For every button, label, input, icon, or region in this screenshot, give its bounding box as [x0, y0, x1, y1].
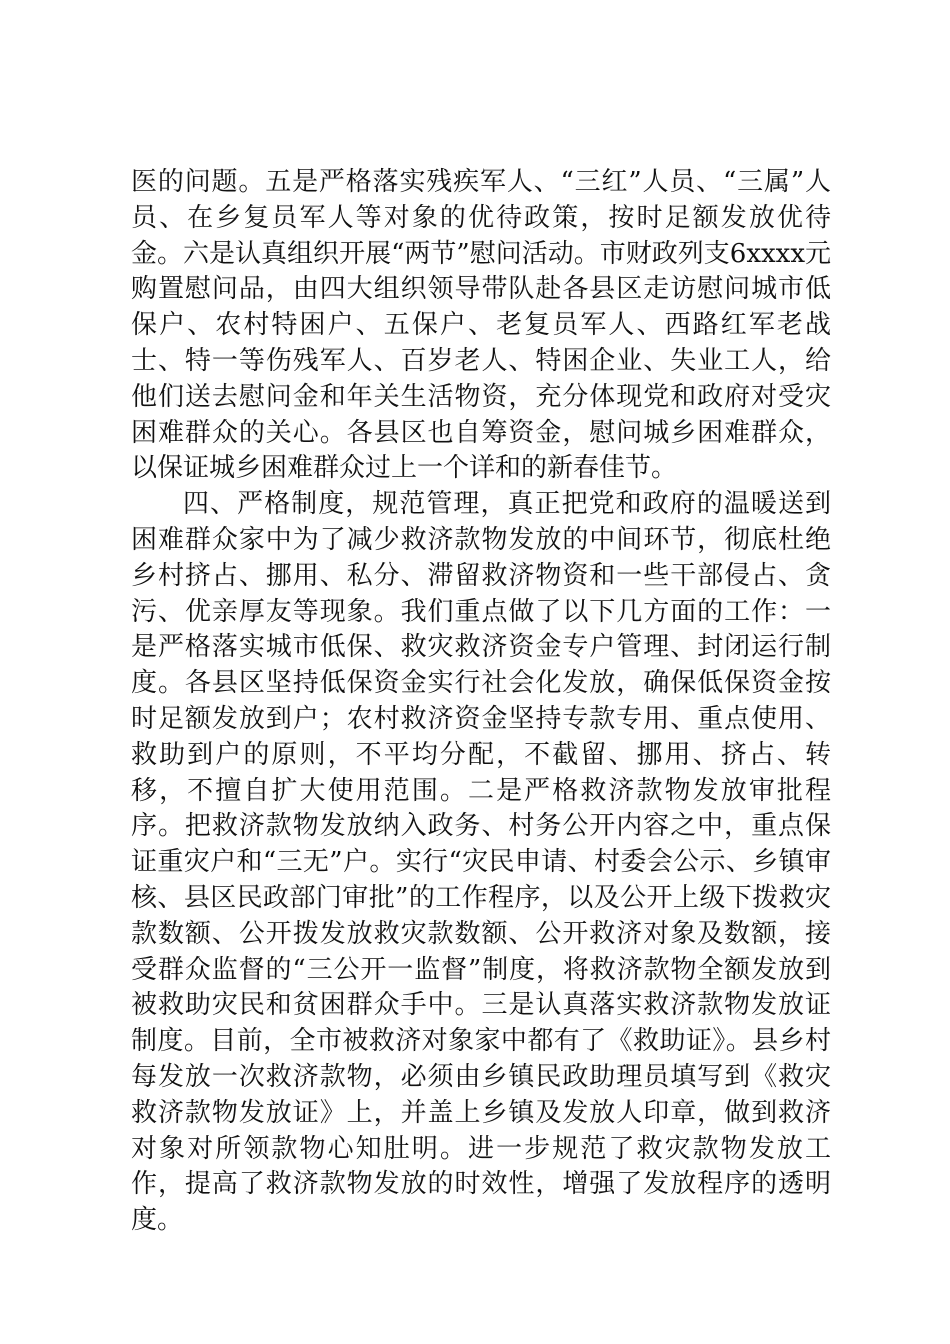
paragraph-section-four: 四、严格制度，规范管理，真正把党和政府的温暖送到困难群众家中为了减少救济款物发放的中间环节，彻底杜绝乡村挤占、挪用、私分、滞留救济物资和一些干部侵占、贪污、优亲厚友等现象。我们重点做了以下几方面的工作：一是严格落实城市低保、救灾救济资金专户管理、封闭运行制度。各县区坚持低保资金实行社会化发放，确保低保资金按时足额发放到户；农村救济资金坚持专款专用、重点使用、救助到户的原则，不平均分配，不截留、挪用、挤占、转移，不擅自扩大使用范围。二是严格救济款物发放审批程序。把救济款物发放纳入政务、村务公开内容之中，重点保证重灾户和“三无”户。实行“灾民申请、村委会公示、乡镇审核、县区民政部门审批”的工作程序，以及公开上级下拨救灾款数额、公开拨发放救灾款数额、公开救济对象及数额，接受群众监督的“三公开一监督”制度，将救济款物全额发放到被救助灾民和贫困群众手中。三是认真落实救济款物发放证制度。目前，全市被救济对象家中都有了《救助证》。县乡村每发放一次救济款物，必须由乡镇民政助理员填写到《救灾救济款物发放证》上，并盖上乡镇及发放人印章，做到救济对象对所领款物心知肚明。进一步规范了救灾款物发放工作，提高了救济款物发放的时效性，增强了发放程序的透明度。 — [131, 489, 831, 1236]
paragraph-continued: 医的问题。五是严格落实残疾军人、“三红”人员、“三属”人员、在乡复员军人等对象的优待政策，按时足额发放优待金。六是认真组织开展“两节”慰问活动。市财政列支6xxxx元购置慰问品，由四大组织领导带队赴各县区走访慰问城市低保户、农村特困户、五保户、老复员军人、西路红军老战士、特一等伤残军人、百岁老人、特困企业、失业工人，给他们送去慰问金和年关生活物资，充分体现党和政府对受灾困难群众的关心。各县区也自筹资金，慰问城乡困难群众，以保证城乡困难群众过上一个详和的新春佳节。 — [131, 167, 831, 484]
document-body — [131, 165, 831, 1239]
